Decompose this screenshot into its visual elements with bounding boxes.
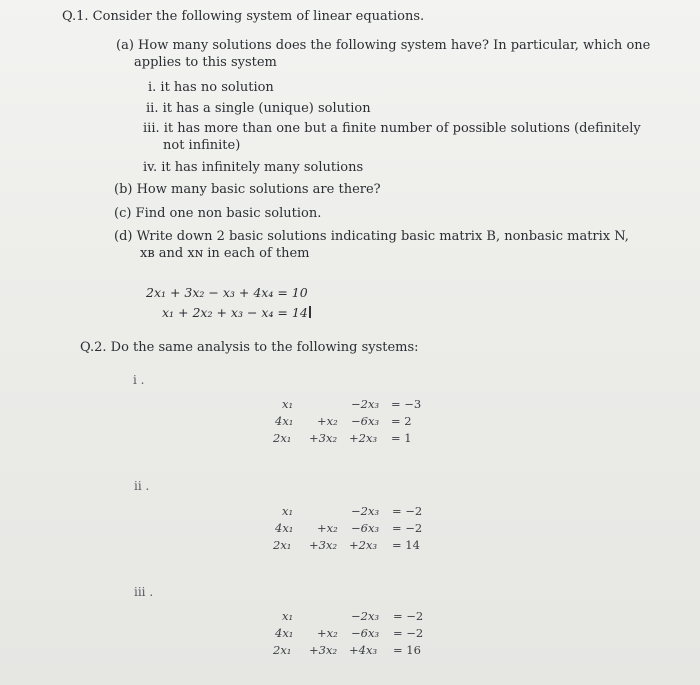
sys-iii-r3-c3: +4x₃ [349,643,378,657]
sys-ii-r3-c3: +2x₃ [349,538,378,552]
q1-equation-1: 2x₁ + 3x₂ − x₃ + 4x₄ = 10 [146,285,308,300]
sys-ii-r3-c1: 2x₁ [273,538,292,552]
system-i-label: i . [133,373,145,387]
sys-i-r1-c1: x₁ [282,397,294,411]
q1-equation-2: x₁ + 2x₂ + x₃ − x₄ = 14 [162,305,308,320]
q1-option-i: i. it has no solution [148,80,274,95]
sys-ii-r2-c3: −6x₃ [351,521,380,535]
sys-i-r2-c1: 4x₁ [275,414,294,428]
q1-equation-2-wrap [162,305,311,320]
q1-a-line2: applies to this system [134,55,277,70]
sys-i-r1-rhs: = −3 [391,397,422,411]
q1-option-iii-line1: iii. it has more than one but a finite number of possible solutions (definitely [143,121,641,136]
sys-iii-r1-c1: x₁ [282,609,294,623]
sys-ii-r1-rhs: = −2 [392,504,423,518]
system-iii-label: iii . [134,585,154,599]
text-cursor [309,306,311,318]
sys-iii-r1-c3: −2x₃ [351,609,380,623]
sys-i-r3-c2: +3x₂ [309,431,338,445]
q1-d-line1: (d) Write down 2 basic solutions indicating basic matrix B, nonbasic matrix N, [114,229,629,244]
system-ii-label: ii . [134,479,150,493]
q1-option-iv: iv. it has infinitely many solutions [143,160,364,175]
sys-iii-r3-c2: +3x₂ [309,643,338,657]
q1-d-line2: xʙ and xɴ in each of them [140,246,310,261]
sys-ii-r2-c1: 4x₁ [275,521,294,535]
sys-iii-r3-c1: 2x₁ [273,643,292,657]
q1-a-line1: (a) How many solutions does the following system have? In particular, which one [116,38,651,53]
sys-ii-r2-c2: +x₂ [317,521,338,535]
q1-c: (c) Find one non basic solution. [114,206,322,221]
sys-i-r3-c3: +2x₃ [349,431,378,445]
sys-i-r2-c2: +x₂ [317,414,338,428]
sys-ii-r1-c3: −2x₃ [351,504,380,518]
sys-iii-r2-c1: 4x₁ [275,626,294,640]
sys-ii-r3-rhs: = 14 [392,538,420,552]
sys-iii-r2-c2: +x₂ [317,626,338,640]
sys-i-r2-rhs: = 2 [391,414,412,428]
sys-i-r2-c3: −6x₃ [351,414,380,428]
sys-iii-r2-c3: −6x₃ [351,626,380,640]
q1-option-iii-line2: not infinite) [163,138,241,153]
sys-iii-r2-rhs: = −2 [393,626,424,640]
sys-ii-r3-c2: +3x₂ [309,538,338,552]
sys-iii-r1-rhs: = −2 [393,609,424,623]
sys-i-r3-c1: 2x₁ [273,431,292,445]
q1-b: (b) How many basic solutions are there? [114,182,381,197]
sys-ii-r2-rhs: = −2 [392,521,423,535]
q2-heading: Q.2. Do the same analysis to the following systems: [80,340,419,355]
q1-option-ii: ii. it has a single (unique) solution [146,101,371,116]
sys-iii-r3-rhs: = 16 [393,643,421,657]
sys-i-r1-c3: −2x₃ [351,397,380,411]
sys-ii-r1-c1: x₁ [282,504,294,518]
sys-i-r3-rhs: = 1 [391,431,412,445]
q1-heading: Q.1. Consider the following system of linear equations. [62,9,425,24]
